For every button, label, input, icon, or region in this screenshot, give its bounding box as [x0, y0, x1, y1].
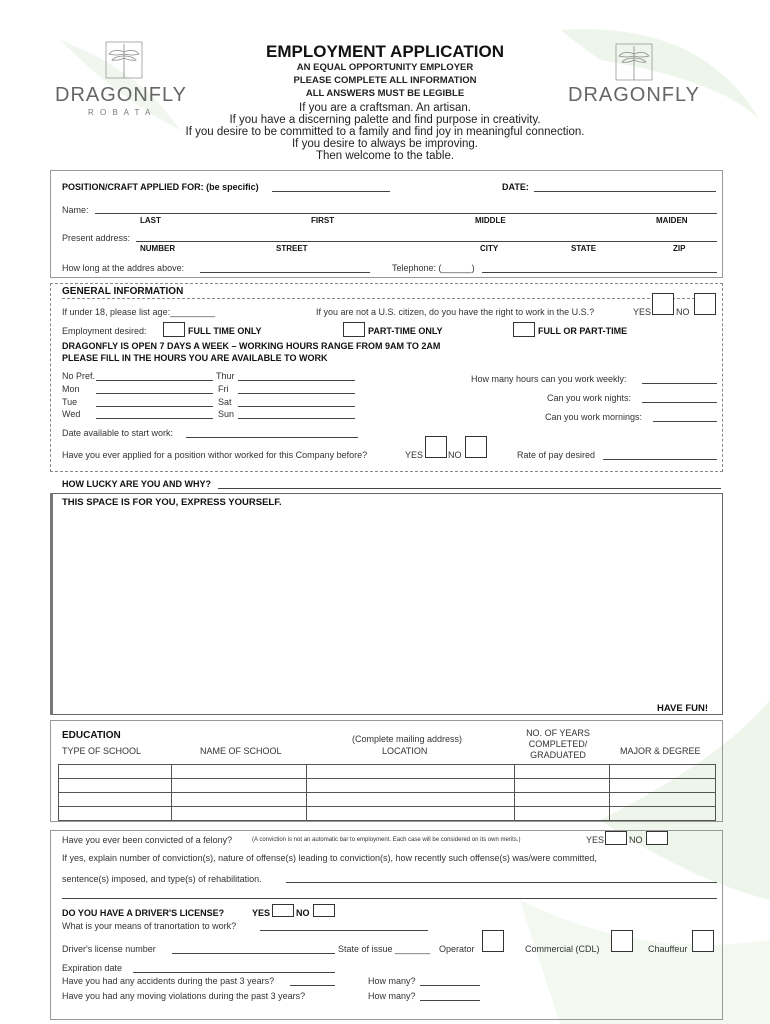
col-major: MAJOR & DEGREE — [620, 746, 701, 756]
expiration-label: Expiration date — [62, 963, 123, 973]
license-yes-label: YES — [252, 908, 271, 918]
day-tue: Tue — [62, 397, 78, 407]
edu-cell[interactable] — [172, 793, 307, 807]
felony-no-label: NO — [629, 835, 643, 845]
felony-yes-checkbox[interactable] — [605, 831, 627, 845]
applied-no-label: NO — [448, 450, 462, 460]
full-time-label: FULL TIME ONLY — [188, 326, 262, 336]
name-label: Name: — [62, 205, 89, 215]
edu-cell[interactable] — [172, 779, 307, 793]
logo-left-name: DRAGONFLY — [55, 84, 187, 106]
address-field[interactable] — [136, 241, 717, 242]
date-field[interactable] — [534, 191, 716, 192]
mornings-label: Can you work mornings: — [545, 412, 643, 422]
day-sun: Sun — [218, 409, 235, 419]
day-no-pref: No Pref. — [62, 371, 96, 381]
day-tue-field[interactable] — [96, 406, 213, 407]
edu-cell[interactable] — [610, 779, 716, 793]
subtitle-2: PLEASE COMPLETE ALL INFORMATION — [293, 75, 477, 86]
license-number-field[interactable] — [172, 953, 335, 954]
accidents-how-many-field[interactable] — [420, 985, 480, 986]
address-number: NUMBER — [140, 244, 176, 253]
day-thur-field[interactable] — [238, 380, 355, 381]
subtitle-3: ALL ANSWERS MUST BE LEGIBLE — [305, 88, 465, 99]
full-or-part-label: FULL OR PART-TIME — [538, 326, 628, 336]
license-no-checkbox[interactable] — [313, 904, 335, 917]
day-no-pref-field[interactable] — [96, 380, 213, 381]
address-street: STREET — [276, 244, 308, 253]
name-last: LAST — [140, 216, 161, 225]
applied-before-label: Have you ever applied for a position withor worked for this Company before? — [62, 450, 368, 460]
violations-label: Have you had any moving violations during the past 3 years? — [62, 991, 306, 1001]
day-wed-field[interactable] — [96, 418, 213, 419]
transport-label: What is your means of tranortation to work? — [62, 921, 237, 931]
telephone-label: Telephone: (______) — [392, 263, 475, 273]
hours-weekly-field[interactable] — [642, 383, 717, 384]
full-time-checkbox[interactable] — [163, 322, 185, 337]
accidents-how-many-label: How many? — [368, 976, 416, 986]
nights-label: Can you work nights: — [547, 393, 632, 403]
hours-weekly-label: How many hours can you work weekly: — [471, 374, 627, 384]
operator-checkbox[interactable] — [482, 930, 504, 952]
felony-sentence: sentence(s) imposed, and type(s) of rehabilitation. — [62, 874, 262, 884]
drivers-license-label: DO YOU HAVE A DRIVER'S LICENSE? — [62, 908, 225, 918]
citizen-no-checkbox[interactable] — [694, 293, 716, 315]
tagline-5: Then welcome to the table. — [315, 150, 455, 162]
edu-cell[interactable] — [59, 793, 172, 807]
nights-field[interactable] — [642, 402, 717, 403]
education-row — [59, 779, 716, 793]
day-mon-field[interactable] — [96, 393, 213, 394]
edu-cell[interactable] — [610, 793, 716, 807]
part-time-label: PART-TIME ONLY — [368, 326, 443, 336]
chauffeur-label: Chauffeur — [648, 944, 688, 954]
felony-no-checkbox[interactable] — [646, 831, 668, 845]
license-number-label: Driver's license number — [62, 944, 156, 954]
position-label: POSITION/CRAFT APPLIED FOR: (be specific) — [62, 182, 259, 192]
citizen-yes-label: YES — [633, 307, 652, 317]
hours-notice-1: DRAGONFLY IS OPEN 7 DAYS A WEEK – WORKING HOURS RANGE FROM 9AM TO 2AM — [62, 341, 441, 351]
form-title: EMPLOYMENT APPLICATION — [266, 42, 504, 61]
name-middle: MIDDLE — [475, 216, 506, 225]
name-field[interactable] — [95, 213, 717, 214]
rate-of-pay-label: Rate of pay desired — [517, 450, 596, 460]
tagline-2: If you have a discerning palette and find purpose in creativity. — [229, 114, 541, 126]
operator-label: Operator — [439, 944, 475, 954]
general-heading: GENERAL INFORMATION — [62, 286, 184, 297]
edu-cell[interactable] — [172, 807, 307, 821]
lucky-answer-line[interactable] — [218, 488, 721, 489]
day-wed: Wed — [62, 409, 81, 419]
lucky-question: HOW LUCKY ARE YOU AND WHY? — [62, 479, 212, 489]
felony-explain: If yes, explain number of conviction(s), nature of offense(s) leading to conviction(s), how recently such offense(s) was/were committed, — [62, 853, 597, 863]
commercial-label: Commercial (CDL) — [525, 944, 600, 954]
edu-cell[interactable] — [59, 807, 172, 821]
license-yes-checkbox[interactable] — [272, 904, 294, 917]
felony-label: Have you ever been convicted of a felony? — [62, 835, 233, 845]
felony-yes-label: YES — [586, 835, 605, 845]
day-thur: Thur — [216, 371, 235, 381]
edu-cell[interactable] — [172, 765, 307, 779]
col-name-of-school: NAME OF SCHOOL — [200, 746, 282, 756]
mornings-field[interactable] — [653, 421, 717, 422]
express-yourself-area[interactable] — [50, 493, 723, 715]
felony-note: (A conviction is not an automatic bar to employment. Each case will be considered on its own merits.) — [252, 837, 521, 843]
education-table — [58, 764, 716, 821]
name-maiden: MAIDEN — [656, 216, 688, 225]
edu-cell[interactable] — [610, 765, 716, 779]
applied-yes-checkbox[interactable] — [425, 436, 447, 458]
edu-cell[interactable] — [307, 779, 515, 793]
how-long-label: How long at the addres above: — [62, 263, 185, 273]
address-zip: ZIP — [673, 244, 686, 253]
education-row — [59, 793, 716, 807]
tagline-3: If you desire to be committed to a family and find joy in meaningful connection. — [185, 126, 585, 138]
day-sat-field[interactable] — [238, 406, 355, 407]
tagline-4: If you desire to always be improving. — [291, 138, 478, 150]
accidents-label: Have you had any accidents during the past 3 years? — [62, 976, 275, 986]
accidents-field[interactable] — [290, 985, 335, 986]
name-first: FIRST — [311, 216, 335, 225]
edu-cell[interactable] — [307, 793, 515, 807]
explain-extra-line[interactable] — [62, 898, 717, 899]
express-yourself-left-border — [50, 493, 53, 715]
state-issue-label: State of issue _______ — [338, 944, 431, 954]
part-time-checkbox[interactable] — [343, 322, 365, 337]
edu-cell[interactable] — [307, 807, 515, 821]
education-row — [59, 807, 716, 821]
col-location: LOCATION — [382, 746, 428, 756]
col-location-note: (Complete mailing address) — [352, 734, 463, 744]
education-heading: EDUCATION — [62, 730, 121, 741]
how-long-field[interactable] — [200, 272, 370, 273]
employment-desired-label: Employment desired: — [62, 326, 147, 336]
date-label: DATE: — [502, 182, 529, 192]
citizen-no-label: NO — [676, 307, 690, 317]
address-state: STATE — [571, 244, 597, 253]
address-label: Present address: — [62, 233, 131, 243]
applied-yes-label: YES — [405, 450, 424, 460]
hours-notice-2: PLEASE FILL IN THE HOURS YOU ARE AVAILABLE TO WORK — [62, 353, 328, 363]
education-row — [59, 765, 716, 779]
violations-how-many-label: How many? — [368, 991, 416, 1001]
chauffeur-checkbox[interactable] — [692, 930, 714, 952]
day-fri: Fri — [218, 384, 229, 394]
date-available-label: Date available to start work: — [62, 428, 174, 438]
sentence-field[interactable] — [286, 882, 717, 883]
express-yourself-label: THIS SPACE IS FOR YOU, EXPRESS YOURSELF. — [62, 497, 282, 508]
license-no-label: NO — [296, 908, 310, 918]
rate-of-pay-field[interactable] — [603, 459, 717, 460]
day-mon: Mon — [62, 384, 80, 394]
day-sat: Sat — [218, 397, 232, 407]
telephone-field[interactable] — [482, 272, 717, 273]
col-type-of-school: TYPE OF SCHOOL — [62, 746, 142, 756]
edu-cell[interactable] — [307, 765, 515, 779]
logo-left-sub: R O B A T A — [88, 108, 153, 117]
logo-right-name: DRAGONFLY — [568, 84, 700, 106]
edu-cell[interactable] — [515, 793, 610, 807]
commercial-checkbox[interactable] — [611, 930, 633, 952]
address-city: CITY — [480, 244, 499, 253]
under18-label[interactable]: If under 18, please list age:_________ — [62, 307, 216, 317]
have-fun-label: HAVE FUN! — [657, 703, 709, 714]
edu-cell[interactable] — [59, 765, 172, 779]
citizen-yes-checkbox[interactable] — [652, 293, 674, 315]
edu-cell[interactable] — [515, 807, 610, 821]
violations-how-many-field[interactable] — [420, 1000, 480, 1001]
position-field[interactable] — [272, 191, 390, 192]
col-years: NO. OF YEARS COMPLETED/ GRADUATED — [526, 728, 590, 760]
general-heading-rule — [62, 298, 715, 299]
edu-cell[interactable] — [515, 765, 610, 779]
expiration-field[interactable] — [133, 972, 335, 973]
day-fri-field[interactable] — [238, 393, 355, 394]
date-available-field[interactable] — [186, 437, 358, 438]
tagline-1: If you are a craftsman. An artisan. — [299, 102, 471, 114]
citizen-label: If you are not a U.S. citizen, do you have the right to work in the U.S.? — [316, 307, 595, 317]
edu-cell[interactable] — [59, 779, 172, 793]
edu-cell[interactable] — [515, 779, 610, 793]
full-or-part-checkbox[interactable] — [513, 322, 535, 337]
subtitle-1: AN EQUAL OPPORTUNITY EMPLOYER — [296, 62, 474, 73]
day-sun-field[interactable] — [238, 418, 355, 419]
edu-cell[interactable] — [610, 807, 716, 821]
applied-no-checkbox[interactable] — [465, 436, 487, 458]
transport-field[interactable] — [260, 930, 428, 931]
